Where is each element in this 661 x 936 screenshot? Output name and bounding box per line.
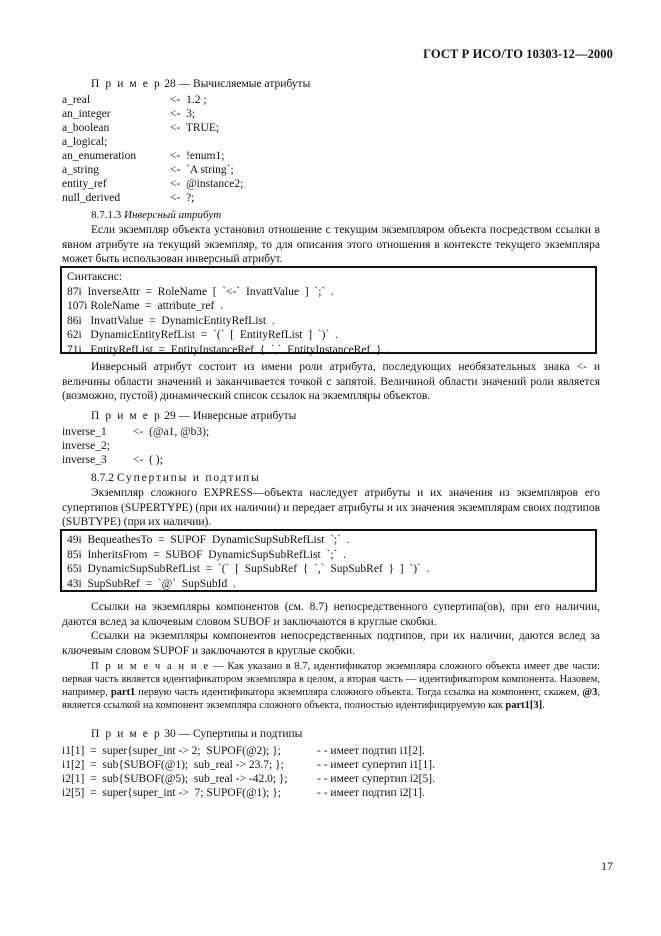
note-bold: part1[3] bbox=[505, 700, 543, 711]
syntax-rule: 107i RoleName = attribute_ref . bbox=[67, 300, 223, 312]
attr-value: <- @instance2; bbox=[170, 178, 244, 190]
section-title: Супертипы и подтипы bbox=[116, 472, 261, 484]
syntax-box-supsub bbox=[60, 529, 597, 592]
attr-value: <- `A string`; bbox=[170, 164, 234, 176]
code-line: i2[5] = super{super_int -> 7; SUPOF(@1); }; bbox=[62, 787, 281, 799]
example-title-text: 28 — Вычисляемые атрибуты bbox=[161, 78, 311, 90]
note-text: , является ссылкой на компонент экземпляра сложного объекта, полностью идентифицируемую как bbox=[62, 687, 601, 711]
attr-name: a_logical; bbox=[62, 136, 108, 148]
code-row bbox=[62, 149, 136, 164]
section-number: 8.7.2 bbox=[91, 472, 117, 484]
attr-name: inverse_2; bbox=[62, 440, 110, 452]
code-comment: - - имеет супертип i2[5]. bbox=[317, 773, 435, 785]
note-paragraph bbox=[62, 660, 600, 712]
example-29-title bbox=[91, 409, 296, 424]
code-comment: - - имеет супертип i1[1]. bbox=[317, 759, 435, 771]
note-bold: part1 bbox=[110, 687, 136, 698]
syntax-box-inverse bbox=[60, 266, 597, 354]
attr-value: <- (@a1, @b3); bbox=[133, 426, 210, 438]
example-28-title bbox=[91, 77, 310, 92]
code-comment: - - имеет подтип i2[1]. bbox=[317, 787, 425, 799]
code-row bbox=[62, 135, 107, 150]
attr-name: entity_ref bbox=[62, 178, 107, 190]
syntax-rule: 65i DynamicSupSubRefList = `(` [ SupSubRef { `,` SupSubRef } ] `)` . bbox=[67, 563, 430, 575]
attr-value: <- !enum1; bbox=[170, 150, 225, 162]
attr-name: an_integer bbox=[62, 108, 111, 120]
attr-value: <- ?; bbox=[170, 192, 195, 204]
example-label: П р и м е р bbox=[91, 728, 162, 740]
note-text: первую часть идентификатора экземпляра сложного объекта. Тогда ссылка на компонент, скажем, bbox=[135, 687, 583, 698]
paragraph-subof-refs: Ссылки на экземпляры компонентов (см. 8.7) непосредственного супертипа(ов), при его наличии, даются вслед за ключевым словом SUBOF и заключаются в круглые скобки. bbox=[62, 601, 600, 628]
attr-value: <- 3; bbox=[170, 108, 196, 120]
paragraph-supof-refs: Ссылки на экземпляры компонентов непосредственных подтипов, при их наличии, даются вслед за ключевым словом SUPOF и заключаются в круглые скобки. bbox=[62, 630, 600, 657]
code-row bbox=[62, 93, 90, 108]
syntax-rule: 87i InverseAttr = RoleName [ `<-` InvattValue ] `;` . bbox=[67, 285, 334, 298]
attr-name: a_boolean bbox=[62, 122, 110, 134]
page-number: 17 bbox=[601, 859, 613, 873]
attr-name: null_derived bbox=[62, 192, 121, 204]
paragraph-inverse-intro: Если экземпляр объекта установил отношение с текущим экземпляром объекта посредством ссылки в явном атрибуте на текущий экземпляр, то для описания этого отношения в контексте текущего экземпляра может быть использован инверсный атрибут. bbox=[62, 224, 600, 265]
attr-value: <- 1.2 ; bbox=[170, 94, 207, 106]
example-label: П р и м е р bbox=[91, 78, 162, 90]
code-line: i2[1] = sub{SUBOF(@5); sub_real -> -42.0; }; bbox=[62, 773, 288, 785]
syntax-rule: 85i InheritsFrom = SUBOF DynamicSupSubRefList `;` . bbox=[67, 548, 346, 561]
page-header: ГОСТ Р ИСО/ТО 10303-12—2000 bbox=[423, 47, 613, 61]
code-row bbox=[62, 191, 120, 206]
note-bold: @3 bbox=[582, 687, 598, 698]
syntax-rule: 86i InvattValue = DynamicEntityRefList . bbox=[67, 314, 275, 327]
code-row bbox=[62, 121, 109, 136]
code-row bbox=[62, 177, 107, 192]
attr-name: a_string bbox=[62, 164, 100, 176]
attr-name: a_real bbox=[62, 94, 91, 106]
note-text: — Как указано в 8.7, идентификатор экземпляра сложного объекта имеет две части: первая часть является идентификатором экземпляра в целом, а вторая часть — идентификатором компонента. Назовем, например, bbox=[62, 661, 600, 698]
paragraph-supertypes-intro: Экземпляр сложного EXPRESS—объекта наследует атрибуты и их значения из экземпляров его супертипов (SUPERTYPE) (при их наличии) и передает атрибуты и их значения экземплярам своих подтипов (SUBTYPE) (при их наличии). bbox=[62, 487, 600, 528]
section-heading-872 bbox=[91, 471, 261, 486]
note-text: . bbox=[542, 700, 545, 711]
code-row bbox=[62, 163, 99, 178]
syntax-heading: Синтаксис: bbox=[67, 271, 123, 283]
attr-name: inverse_1 bbox=[62, 426, 107, 438]
paragraph-inverse-description: Инверсный атрибут состоит из имени роли атрибута, последующих необязательных знака <- и величины области значений и заканчивается точкой с запятой. Величиной области значений роли является (возможно, пустой) динамический список ссылок на экземпляры объектов. bbox=[62, 361, 600, 402]
attr-value: <- TRUE; bbox=[170, 122, 220, 134]
section-title: Инверсный атрибут bbox=[124, 209, 222, 221]
attr-name: inverse_3 bbox=[62, 454, 107, 466]
example-label: П р и м е р bbox=[91, 410, 162, 422]
example-30-title bbox=[91, 727, 302, 742]
syntax-rule: 62i DynamicEntityRefList = `(` [ EntityRefList ] `)` . bbox=[67, 329, 338, 341]
code-row bbox=[62, 107, 111, 122]
attr-value: <- ( ); bbox=[133, 454, 163, 466]
section-heading-8713 bbox=[91, 208, 221, 223]
note-label: П р и м е ч а н и е bbox=[91, 661, 210, 672]
syntax-rule: 43i SupSubRef = `@` SupSubId . bbox=[67, 577, 236, 590]
syntax-rule: 49i BequeathesTo = SUPOF DynamicSupSubRefList `;` . bbox=[67, 534, 350, 546]
code-line: i1[2] = sub{SUBOF(@1); sub_real -> 23.7; }; bbox=[62, 759, 284, 771]
code-comment: - - имеет подтип i1[2]. bbox=[317, 745, 425, 757]
example-title-text: 30 — Супертипы и подтипы bbox=[161, 728, 303, 740]
section-number: 8.7.1.3 bbox=[91, 209, 124, 221]
code-line: i1[1] = super{super_int -> 2; SUPOF(@2); }; bbox=[62, 745, 281, 757]
syntax-rule: 71i EntityRefList = EntityInstanceRef { `,` EntityInstanceRef } . bbox=[67, 343, 391, 356]
attr-name: an_enumeration bbox=[62, 150, 137, 162]
example-title-text: 29 — Инверсные атрибуты bbox=[161, 410, 297, 422]
